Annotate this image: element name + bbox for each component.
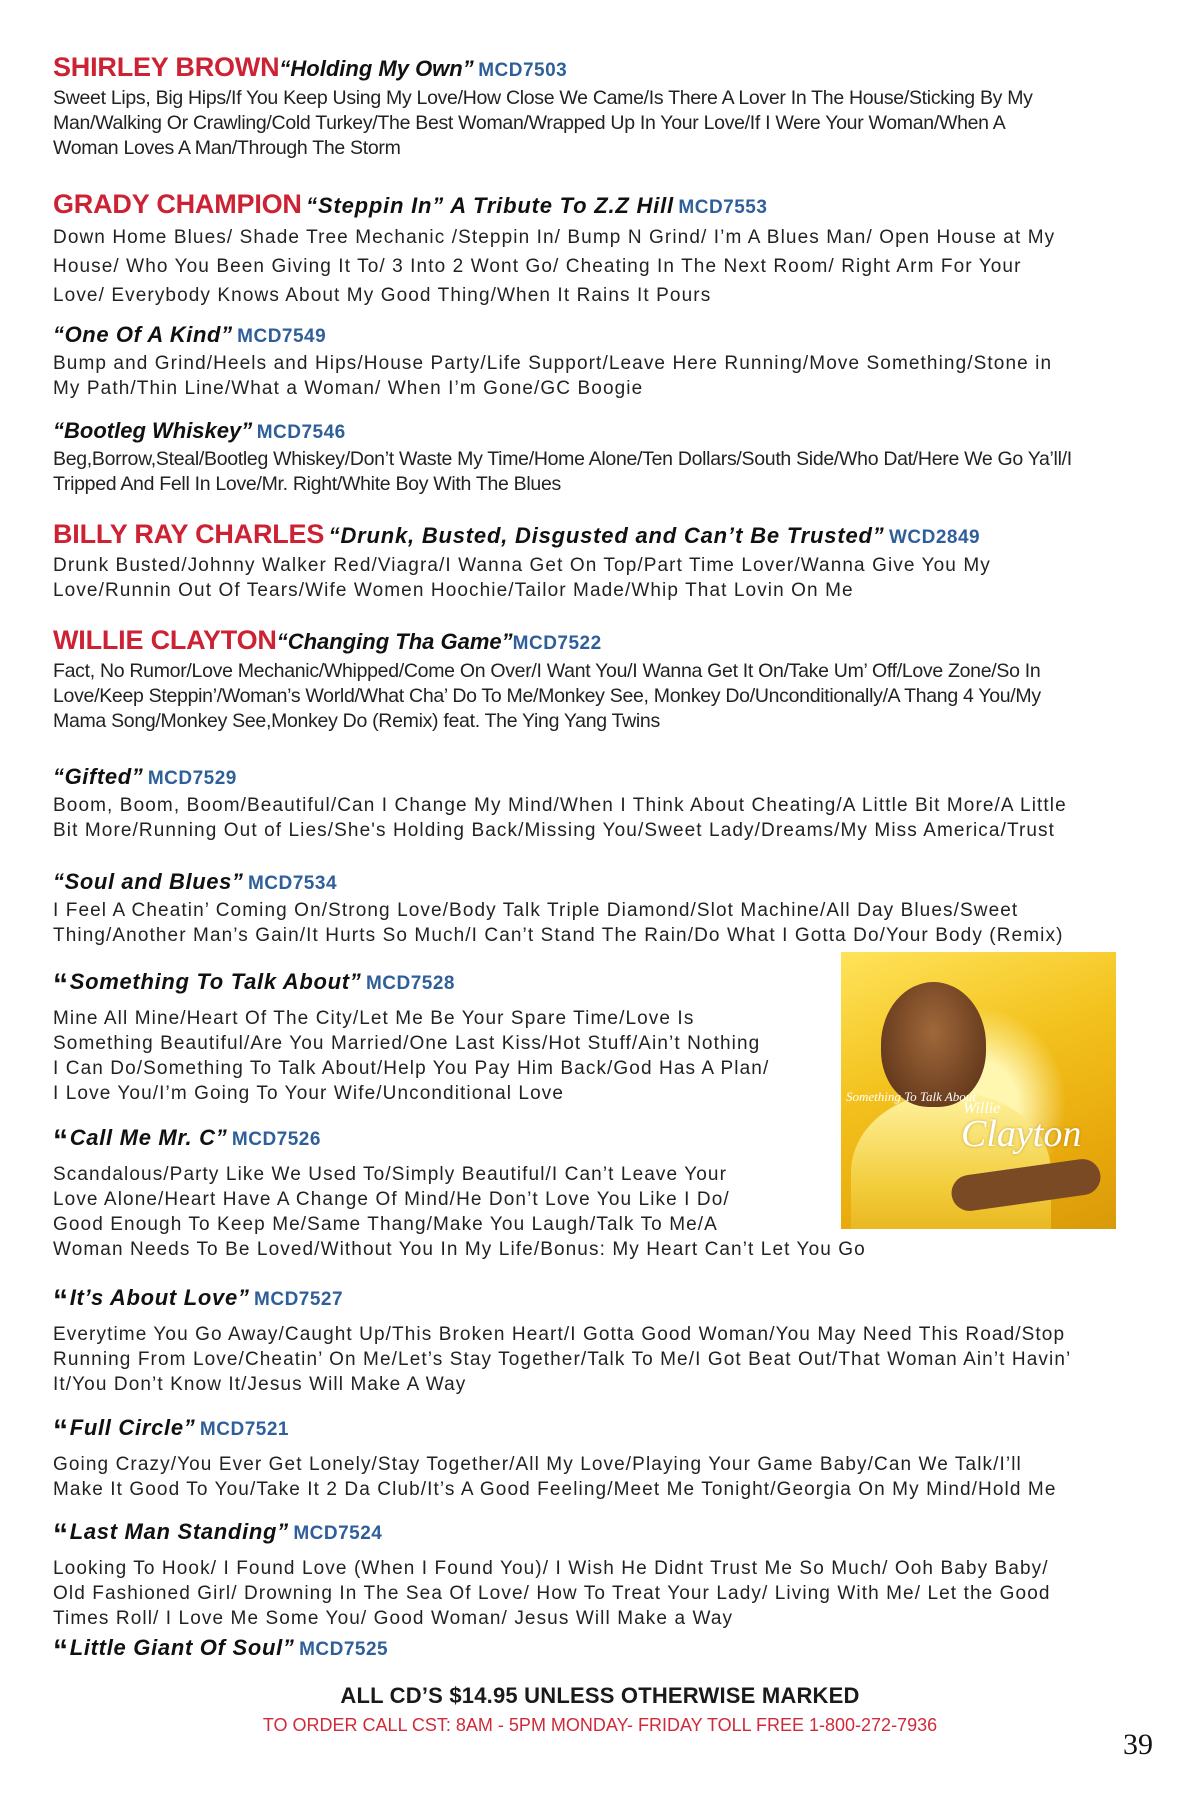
album-entry	[53, 625, 1041, 734]
album-title: “Holding My Own”	[279, 56, 474, 81]
album-entry	[53, 52, 1033, 161]
open-quote: “	[53, 968, 69, 1001]
open-quote: “	[53, 1518, 69, 1551]
track-line: Going Crazy/You Ever Get Lonely/Stay Together/All My Love/Playing Your Game Baby/Can We Talk/I’ll	[53, 1453, 1022, 1475]
album-heading	[53, 869, 1064, 895]
album-title	[53, 968, 362, 1001]
album-title	[53, 1634, 295, 1667]
track-line: Good Enough To Keep Me/Same Thang/Make You Laugh/Talk To Me/A	[53, 1213, 718, 1235]
album-entry	[53, 1634, 388, 1669]
album-title	[53, 1518, 289, 1551]
track-line: Mine All Mine/Heart Of The City/Let Me Be Your Spare Time/Love Is	[53, 1007, 695, 1029]
catalog-number: MCD7524	[293, 1523, 383, 1544]
album-heading	[53, 322, 1052, 348]
catalog-number: MCD7528	[365, 973, 455, 994]
track-list	[53, 898, 1064, 948]
track-line: Thing/Another Man’s Gain/It Hurts So Much/I Can’t Stand The Rain/Do What I Gotta Do/Your Body (Remix)	[53, 924, 1064, 946]
album-title-text: Last Man Standing”	[69, 1519, 289, 1544]
track-line: Love/Keep Steppin’/Woman’s World/What Cha’ Do To Me/Monkey See, Monkey Do/Unconditionally/A Thang 4 You/My	[53, 685, 1041, 708]
album-entry	[53, 764, 1067, 843]
track-line: Running From Love/Cheatin’ On Me/Let’s Stay Together/Talk To Me/I Got Beat Out/That Woman Ain’t Havin’	[53, 1348, 1072, 1370]
track-line: House/ Who You Been Giving It To/ 3 Into 2 Wont Go/ Cheating In The Next Room/ Right Arm For Your	[53, 256, 1022, 278]
catalog-number: WCD2849	[888, 527, 981, 548]
catalog-number: MCD7522	[512, 633, 602, 654]
album-heading	[53, 1518, 1051, 1553]
track-line: Everytime You Go Away/Caught Up/This Broken Heart/I Gotta Good Woman/You May Need This Road/Stop	[53, 1323, 1066, 1345]
track-line: Scandalous/Party Like We Used To/Simply Beautiful/I Can’t Leave Your	[53, 1163, 727, 1185]
album-heading	[53, 1414, 1056, 1449]
album-heading	[53, 418, 1072, 444]
track-line: Mama Song/Monkey See,Monkey Do (Remix) feat. The Ying Yang Twins	[53, 710, 660, 733]
album-entry	[53, 968, 769, 1106]
track-line: Bump and Grind/Heels and Hips/House Party/Life Support/Leave Here Running/Move Something/Stone in	[53, 352, 1053, 374]
price-note: ALL CD’S $14.95 UNLESS OTHERWISE MARKED	[340, 1683, 860, 1708]
album-cover-image	[841, 952, 1116, 1229]
track-list	[53, 1556, 1051, 1631]
cover-artist-first: Willie	[963, 1100, 1001, 1117]
catalog-number: MCD7527	[254, 1289, 344, 1310]
track-list	[53, 1162, 866, 1262]
track-list	[53, 223, 1055, 310]
track-line: Tripped And Fell In Love/Mr. Right/White Boy With The Blues	[53, 472, 561, 495]
track-line: Boom, Boom, Boom/Beautiful/Can I Change My Mind/When I Think About Cheating/A Little Bit More/A Little	[53, 794, 1067, 816]
track-line: Make It Good To You/Take It 2 Da Club/It’s A Good Feeling/Meet Me Tonight/Georgia On My Mind/Hold Me	[53, 1478, 1057, 1500]
track-line: Woman Needs To Be Loved/Without You In My Life/Bonus: My Heart Can’t Let You Go	[53, 1238, 866, 1260]
catalog-number: MCD7553	[678, 197, 768, 218]
album-entry	[53, 1124, 866, 1262]
album-entry	[53, 418, 1072, 497]
open-quote: “	[53, 1284, 69, 1317]
track-line: Love Alone/Heart Have A Change Of Mind/He Don’t Love You Like I Do/	[53, 1188, 730, 1210]
catalog-number: MCD7546	[256, 422, 346, 443]
track-list	[53, 659, 1041, 734]
artist-name: GRADY CHAMPION	[53, 189, 302, 219]
album-entry	[53, 1518, 1051, 1631]
catalog-number: MCD7525	[299, 1639, 389, 1660]
track-list	[53, 1006, 769, 1106]
open-quote: “	[53, 1414, 69, 1447]
open-quote: “	[53, 1124, 69, 1157]
track-line: I Can Do/Something To Talk About/Help You Pay Him Back/God Has A Plan/	[53, 1057, 770, 1079]
album-title: “Soul and Blues”	[53, 869, 244, 894]
cover-artist-last: Clayton	[961, 1113, 1082, 1155]
track-line: Old Fashioned Girl/ Drowning In The Sea Of Love/ How To Treat Your Lady/ Living With Me/ Let the Good	[53, 1582, 1051, 1604]
track-line: I Feel A Cheatin’ Coming On/Strong Love/Body Talk Triple Diamond/Slot Machine/All Day Blues/Sweet	[53, 899, 1019, 921]
album-heading	[53, 1124, 866, 1159]
album-title: “Drunk, Busted, Disgusted and Can’t Be Trusted”	[328, 523, 885, 548]
track-line: I Love You/I’m Going To Your Wife/Unconditional Love	[53, 1082, 565, 1104]
album-title	[53, 1124, 228, 1157]
track-line: Sweet Lips, Big Hips/If You Keep Using My Love/How Close We Came/Is There A Lover In The House/Sticking By My	[53, 87, 1033, 110]
album-entry	[53, 1414, 1056, 1502]
order-note: TO ORDER CALL CST: 8AM - 5PM MONDAY- FRIDAY TOLL FREE 1-800-272-7936	[262, 1715, 938, 1735]
track-list	[53, 553, 991, 603]
catalog-number: MCD7549	[237, 326, 327, 347]
album-heading	[53, 189, 1055, 220]
track-line: It/You Don’t Know It/Jesus Will Make A Way	[53, 1373, 467, 1395]
album-title: “Gifted”	[53, 764, 144, 789]
track-line: Woman Loves A Man/Through The Storm	[53, 137, 401, 160]
album-heading	[53, 519, 991, 550]
album-entry	[53, 189, 1055, 310]
album-title: “Changing Tha Game”	[276, 629, 513, 654]
track-line: Something Beautiful/Are You Married/One Last Kiss/Hot Stuff/Ain’t Nothing	[53, 1032, 761, 1054]
album-title-text: It’s About Love”	[69, 1285, 250, 1310]
album-title-text: Full Circle”	[69, 1415, 196, 1440]
open-quote: “	[53, 1634, 69, 1667]
album-title	[53, 1284, 250, 1317]
album-heading	[53, 1284, 1071, 1319]
track-line: Looking To Hook/ I Found Love (When I Found You)/ I Wish He Didnt Trust Me So Much/ Ooh Baby Baby/	[53, 1557, 1049, 1579]
catalog-number: MCD7521	[199, 1419, 289, 1440]
track-line: Times Roll/ I Love Me Some You/ Good Woman/ Jesus Will Make a Way	[53, 1607, 734, 1629]
track-list	[53, 86, 1033, 161]
track-line: Drunk Busted/Johnny Walker Red/Viagra/I Wanna Get On Top/Part Time Lover/Wanna Give You My	[53, 555, 991, 577]
album-heading	[53, 52, 1033, 83]
album-title-text: Little Giant Of Soul”	[69, 1635, 295, 1660]
album-heading	[53, 625, 1041, 656]
track-line: Beg,Borrow,Steal/Bootleg Whiskey/Don’t Waste My Time/Home Alone/Ten Dollars/South Side/Who Dat/Here We Go Ya’ll/I	[53, 447, 1072, 470]
album-title: “Bootleg Whiskey”	[53, 418, 253, 443]
album-heading	[53, 1634, 388, 1669]
track-list	[53, 1322, 1071, 1397]
album-heading	[53, 968, 769, 1003]
track-line: My Path/Thin Line/What a Woman/ When I’m Gone/GC Boogie	[53, 377, 644, 399]
catalog-number: MCD7526	[231, 1129, 321, 1150]
page-number: 39	[1123, 1728, 1153, 1761]
album-title: “One Of A Kind”	[53, 322, 233, 347]
album-title: “Steppin In” A Tribute To Z.Z Hill	[306, 193, 674, 218]
track-list	[53, 351, 1052, 401]
album-title-text: Call Me Mr. C”	[69, 1125, 228, 1150]
album-entry	[53, 519, 991, 603]
track-list	[53, 1452, 1056, 1502]
track-list	[53, 793, 1067, 843]
album-entry	[53, 1284, 1071, 1397]
artist-name: BILLY RAY CHARLES	[53, 519, 325, 549]
artist-name: SHIRLEY BROWN	[53, 52, 280, 82]
album-title	[53, 1414, 196, 1447]
album-entry	[53, 869, 1064, 948]
album-heading	[53, 764, 1067, 790]
catalog-number: MCD7534	[247, 873, 338, 894]
track-line: Man/Walking Or Crawling/Cold Turkey/The Best Woman/Wrapped Up In Your Love/If I Were Your Woman/When A	[53, 112, 1006, 135]
track-line: Bit More/Running Out of Lies/She's Holding Back/Missing You/Sweet Lady/Dreams/My Miss America/Trust	[53, 819, 1056, 841]
artist-name: WILLIE CLAYTON	[53, 625, 277, 655]
track-list	[53, 447, 1072, 497]
catalog-number: MCD7529	[147, 768, 237, 789]
track-line: Love/Runnin Out Of Tears/Wife Women Hoochie/Tailor Made/Whip That Lovin On Me	[53, 580, 854, 602]
cover-subtitle: Something To Talk About	[846, 1089, 976, 1104]
album-entry	[53, 322, 1052, 401]
album-title-text: Something To Talk About”	[69, 969, 362, 994]
catalog-number: MCD7503	[478, 60, 568, 81]
track-line: Love/ Everybody Knows About My Good Thing/When It Rains It Pours	[53, 285, 712, 307]
track-line: Fact, No Rumor/Love Mechanic/Whipped/Come On Over/I Want You/I Wanna Get It On/Take Um’ Off/Love Zone/So In	[53, 660, 1041, 683]
track-line: Down Home Blues/ Shade Tree Mechanic /Steppin In/ Bump N Grind/ I’m A Blues Man/ Open House at My	[53, 227, 1056, 249]
